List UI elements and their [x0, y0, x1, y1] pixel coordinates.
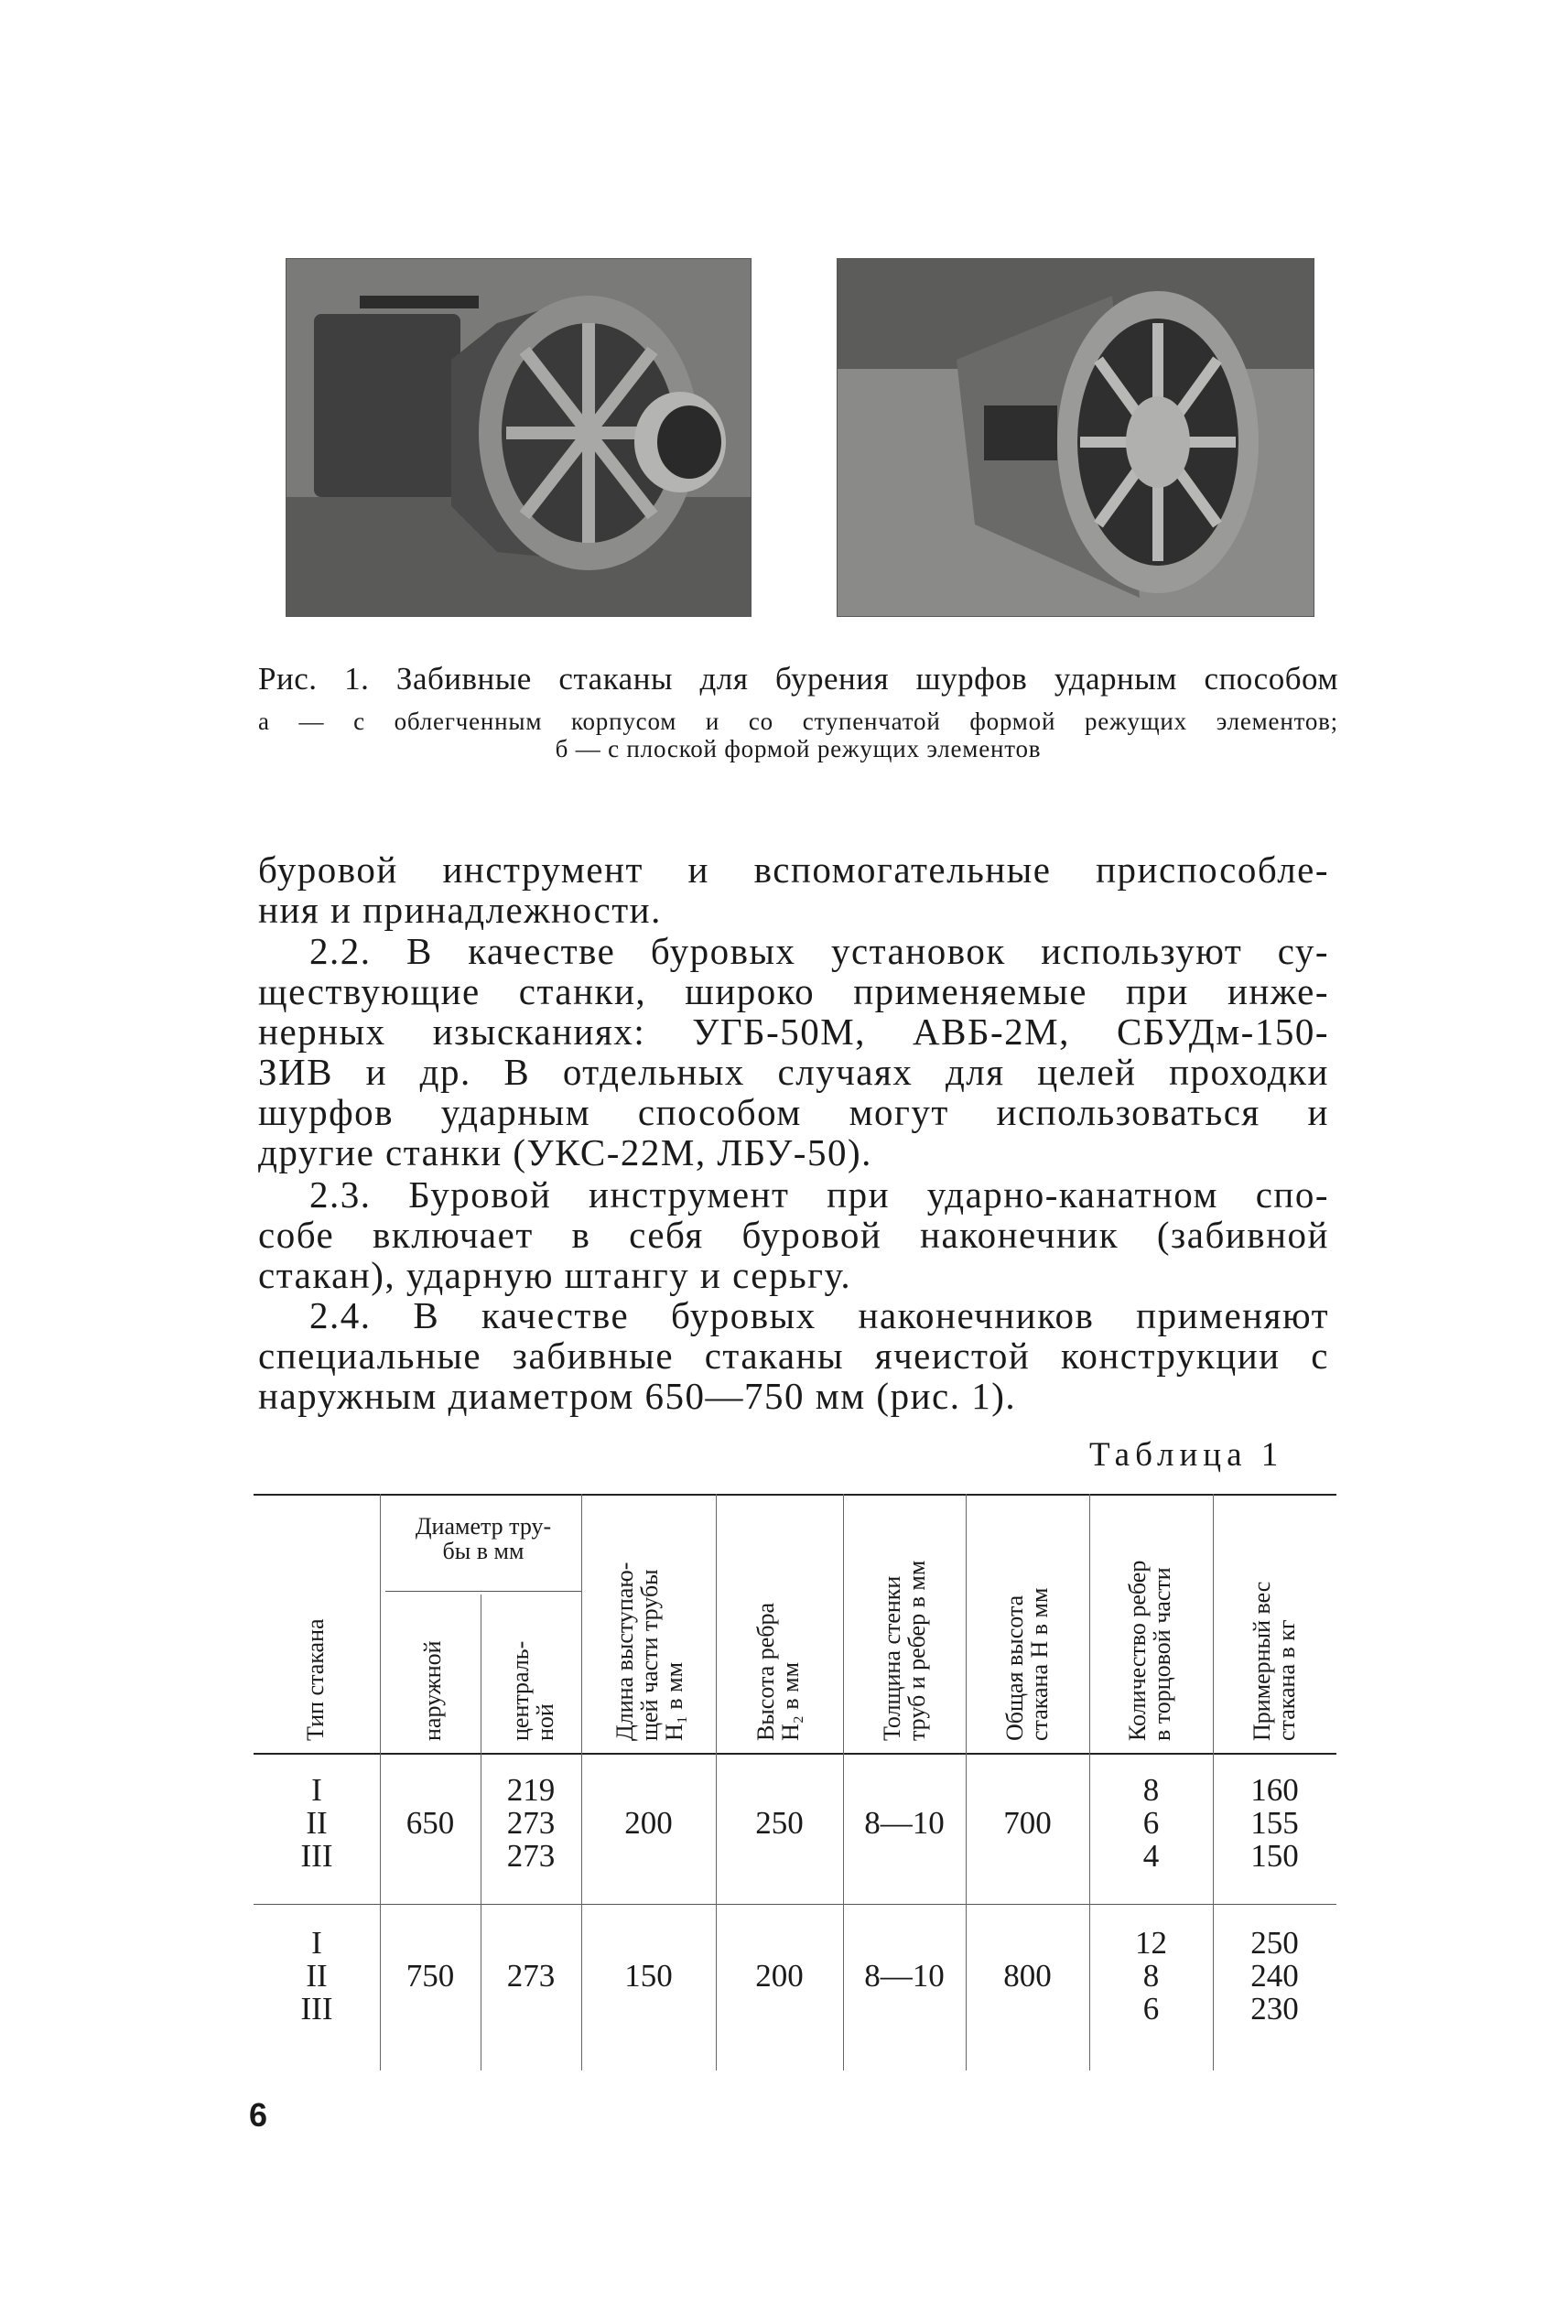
paragraph-4-line-3: наружным диаметром 650—750 мм (рис. 1). [258, 1375, 1017, 1417]
header-central: централь- ной [507, 1640, 558, 1741]
photo-b-image [838, 259, 1314, 616]
paragraph-4-line-2: специальные забивные стаканы ячеистой конструкции с [258, 1335, 1329, 1377]
cell-thickness-group-2: 8—10 [864, 1958, 945, 1994]
cell-types-group-1: I II III [300, 1772, 333, 1874]
cell-rib-height-group-2: 200 [755, 1958, 804, 1994]
paragraph-2-line-2: ществующие станки, широко применяемые при инже- [258, 970, 1329, 1012]
page-number: 6 [249, 2096, 268, 2134]
cell-thickness-group-1: 8—10 [864, 1805, 945, 1841]
cell-outer-group-2: 750 [406, 1958, 455, 1994]
header-wall-thickness: Толщина стенки труб и ребер в мм [879, 1560, 930, 1741]
paragraph-2-line-3: нерных изысканиях: УГБ-50М, АВБ-2М, СБУДм-150- [258, 1011, 1329, 1053]
paragraph-2-line-5: шурфов ударным способом могут использоваться и [258, 1091, 1329, 1133]
paragraph-2-line-1: 2.2. В качестве буровых установок используют су- [309, 930, 1329, 972]
cell-protrude-group-2: 150 [624, 1958, 673, 1994]
table-group-rule [254, 1904, 1336, 1905]
paragraph-3-line-1: 2.3. Буровой инструмент при ударно-канатном спо- [309, 1173, 1329, 1216]
cell-weight-group-1: 160 155 150 [1250, 1772, 1299, 1874]
cell-central-group-2: 273 [506, 1958, 556, 1994]
cell-total-height-group-2: 800 [1003, 1958, 1052, 1994]
cell-rib-count-group-1: 8 6 4 [1142, 1772, 1160, 1874]
cell-types-group-2: I II III [300, 1925, 333, 2027]
diameter-subheader-rule [385, 1591, 581, 1592]
data-table [254, 1494, 1336, 2070]
header-protrude-length: Длина выступаю- щей части трубы H₁ в мм [611, 1562, 687, 1741]
photo-drive-cup-a [286, 258, 752, 617]
header-type: Тип стакана [302, 1618, 329, 1741]
figure-caption-title: Рис. 1. Забивные стаканы для бурения шурфов ударным способом [258, 661, 1338, 697]
cell-protrude-group-1: 200 [624, 1805, 673, 1841]
paragraph-1-line-2: ния и принадлежности. [258, 889, 662, 931]
header-outer: наружной [419, 1640, 446, 1741]
paragraph-2-line-6: другие станки (УКС-22М, ЛБУ-50). [258, 1131, 872, 1173]
paragraph-3-line-2: собе включает в себя буровой наконечник (забивной [258, 1214, 1329, 1256]
cell-central-group-1: 219 273 273 [506, 1772, 556, 1874]
figure-caption-a: а — с облегченным корпусом и со ступенчатой формой режущих элементов; [258, 708, 1338, 735]
table-title: Таблица 1 [1089, 1436, 1284, 1474]
paragraph-1-line-1: буровой инструмент и вспомогательные приспособле- [258, 849, 1329, 891]
cell-total-height-group-1: 700 [1003, 1805, 1052, 1841]
header-diameter-group: Диаметр тру- бы в мм [415, 1513, 552, 1564]
header-rib-height: Высота ребра H₂ в мм [752, 1602, 804, 1741]
cell-weight-group-2: 250 240 230 [1250, 1925, 1299, 2027]
figure-caption-b: б — с плоской формой режущих элементов [555, 735, 1042, 762]
photo-a-image [287, 259, 751, 616]
cell-outer-group-1: 650 [406, 1805, 455, 1841]
table-header-rule [254, 1753, 1336, 1755]
photo-drive-cup-b [837, 258, 1314, 617]
cell-rib-count-group-2: 12 8 6 [1135, 1925, 1167, 2027]
paragraph-4-line-1: 2.4. В качестве буровых наконечников применяют [309, 1294, 1329, 1336]
cell-rib-height-group-1: 250 [755, 1805, 804, 1841]
header-weight: Примерный вес стакана в кг [1249, 1581, 1300, 1741]
header-rib-count: Количество ребер в торцовой части [1124, 1560, 1175, 1741]
table-top-rule [254, 1494, 1336, 1496]
paragraph-3-line-3: стакан), ударную штангу и серьгу. [258, 1254, 852, 1296]
paragraph-2-line-4: ЗИВ и др. В отдельных случаях для целей проходки [258, 1051, 1329, 1093]
header-total-height: Общая высота стакана H в мм [1001, 1587, 1053, 1741]
